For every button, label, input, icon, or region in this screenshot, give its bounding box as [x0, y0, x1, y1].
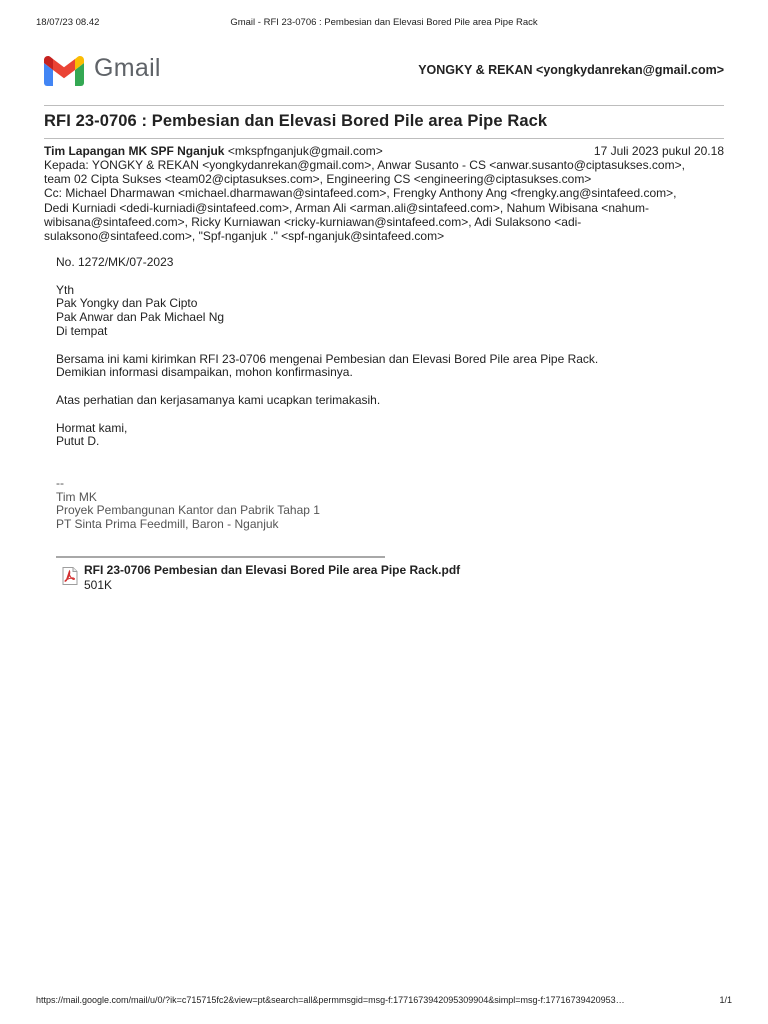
gmail-header — [44, 52, 724, 88]
signature-line: PT Sinta Prima Feedmill, Baron - Nganjuk — [56, 517, 279, 532]
greeting-line: Di tempat — [56, 323, 108, 338]
sender-name: Tim Lapangan MK SPF Nganjuk — [44, 144, 225, 158]
print-page-title: Gmail - RFI 23-0706 : Pembesian dan Elevasi Bored Pile area Pipe Rack — [230, 17, 538, 28]
print-url: https://mail.google.com/mail/u/0/?ik=c715715fc2&view=pt&search=all&permmsgid=msg-f:1771673942095309904&simpl=msg-f:17716739420953… — [36, 995, 625, 1005]
gmail-wordmark: Gmail — [94, 54, 161, 82]
closing-line: Putut D. — [56, 434, 100, 449]
message-date: 17 Juli 2023 pukul 20.18 — [593, 144, 724, 158]
message-body — [56, 256, 708, 532]
sender-email: <mkspfnganjuk@gmail.com> — [227, 144, 383, 158]
body-line: Bersama ini kami kirimkan RFI 23-0706 mengenai Pembesian dan Elevasi Bored Pile area Pipe Rack. — [56, 351, 599, 366]
greeting-line: Yth — [56, 282, 75, 297]
signature-line: -- — [56, 475, 64, 490]
signature-line: Proyek Pembangunan Kantor dan Pabrik Tahap 1 — [56, 503, 320, 518]
attachment-item[interactable] — [62, 563, 542, 595]
to-line: team 02 Cipta Sukses <team02@ciptasukses.com>, Engineering CS <engineering@ciptasukses.com> — [44, 172, 592, 187]
thanks-line: Atas perhatian dan kerjasamanya kami ucapkan terimakasih. — [56, 392, 381, 407]
cc-line: Dedi Kurniadi <dedi-kurniadi@sintafeed.com>, Arman Ali <arman.ali@sintafeed.com>, Nahum Wibisana <nahum- — [44, 200, 650, 215]
message-header — [44, 144, 724, 243]
gmail-m-envelope-icon — [44, 56, 84, 86]
email-subject: RFI 23-0706 : Pembesian dan Elevasi Bored Pile area Pipe Rack — [44, 112, 548, 130]
attachment-divider — [56, 556, 385, 558]
letter-number: No. 1272/MK/07-2023 — [56, 255, 174, 269]
gmail-logo[interactable] — [44, 54, 166, 86]
subject-divider — [44, 138, 724, 139]
closing-line: Hormat kami, — [56, 420, 128, 435]
to-line: Kepada: YONGKY & REKAN <yongkydanrekan@gmail.com>, Anwar Susanto - CS <anwar.susanto@ciptasukses.com>, — [44, 158, 685, 172]
from-line — [44, 144, 724, 158]
cc-line: sulaksono@sintafeed.com>, "Spf-nganjuk ." <spf-nganjuk@sintafeed.com> — [44, 229, 445, 244]
attachment-size: 501K — [84, 578, 113, 592]
account-identity: YONGKY & REKAN <yongkydanrekan@gmail.com> — [418, 63, 724, 77]
header-divider — [44, 105, 724, 106]
cc-line: Cc: Michael Dharmawan <michael.dharmawan@sintafeed.com>, Frengky Anthony Ang <frengky.ang@sintafeed.com>, — [44, 186, 677, 201]
greeting-line: Pak Anwar dan Pak Michael Ng — [56, 310, 225, 325]
pdf-file-icon — [62, 567, 78, 585]
cc-line: wibisana@sintafeed.com>, Ricky Kurniawan <ricky-kurniawan@sintafeed.com>, Adi Sulaksono <adi- — [44, 214, 582, 229]
body-line: Demikian informasi disampaikan, mohon konfirmasinya. — [56, 365, 353, 380]
print-datetime: 18/07/23 08.42 — [36, 17, 100, 28]
greeting-line: Pak Yongky dan Pak Cipto — [56, 296, 198, 311]
print-footer — [36, 995, 732, 1007]
print-page-number: 1/1 — [719, 995, 732, 1005]
signature-line: Tim MK — [56, 489, 97, 504]
attachment-filename[interactable]: RFI 23-0706 Pembesian dan Elevasi Bored Pile area Pipe Rack.pdf — [84, 563, 461, 577]
print-header — [36, 17, 732, 29]
